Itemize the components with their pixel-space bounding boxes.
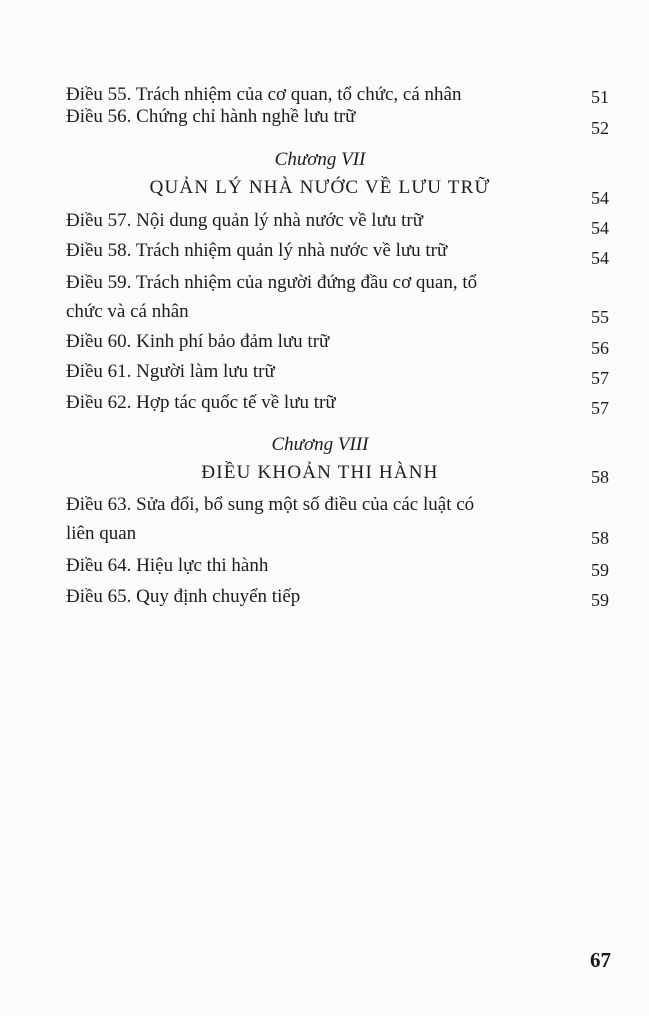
toc-entry-57: Điều 57. Nội dung quản lý nhà nước về lưu trữ: [66, 210, 424, 231]
chapter-viii-title: ĐIỀU KHOẢN THI HÀNH: [201, 462, 439, 483]
toc-page-64: 59: [591, 560, 609, 580]
toc-page-62: 57: [591, 398, 609, 418]
toc-entry-61: Điều 61. Người làm lưu trữ: [66, 361, 275, 382]
toc-page-56: 52: [591, 118, 609, 138]
toc-page-55: 51: [591, 87, 609, 107]
toc-entry-63-continued: liên quan: [66, 523, 137, 544]
chapter-vii-title: QUẢN LÝ NHÀ NƯỚC VỀ LƯU TRỮ: [149, 177, 491, 198]
toc-entry-59: Điều 59. Trách nhiệm của người đứng đầu cơ quan, tổ: [66, 272, 478, 293]
toc-page-65: 59: [591, 590, 609, 610]
toc-entry-55: Điều 55. Trách nhiệm của cơ quan, tổ chức, cá nhân: [66, 84, 462, 105]
toc-page-61: 57: [591, 368, 609, 388]
toc-entry-60: Điều 60. Kinh phí bảo đảm lưu trữ: [66, 331, 330, 352]
chapter-viii-page: 58: [591, 467, 609, 487]
toc-page-59: 55: [591, 307, 609, 327]
toc-entry-65: Điều 65. Quy định chuyển tiếp: [66, 586, 301, 607]
toc-page-57: 54: [591, 218, 609, 238]
chapter-vii-label: Chương VII: [274, 149, 366, 170]
toc-entry-63: Điều 63. Sửa đổi, bổ sung một số điều của các luật có: [66, 494, 475, 515]
toc-entry-64: Điều 64. Hiệu lực thi hành: [66, 555, 269, 576]
toc-page-63: 58: [591, 528, 609, 548]
toc-entry-56: Điều 56. Chứng chỉ hành nghề lưu trữ: [66, 106, 356, 127]
chapter-viii-label: Chương VIII: [271, 434, 369, 455]
toc-page-60: 56: [591, 338, 609, 358]
toc-entry-58: Điều 58. Trách nhiệm quản lý nhà nước về lưu trữ: [66, 240, 448, 261]
toc-entry-59-continued: chức và cá nhân: [66, 301, 189, 322]
chapter-vii-page: 54: [591, 188, 609, 208]
toc-page-58: 54: [591, 248, 609, 268]
toc-entry-62: Điều 62. Hợp tác quốc tế về lưu trữ: [66, 392, 336, 413]
page-number: 67: [590, 948, 611, 972]
